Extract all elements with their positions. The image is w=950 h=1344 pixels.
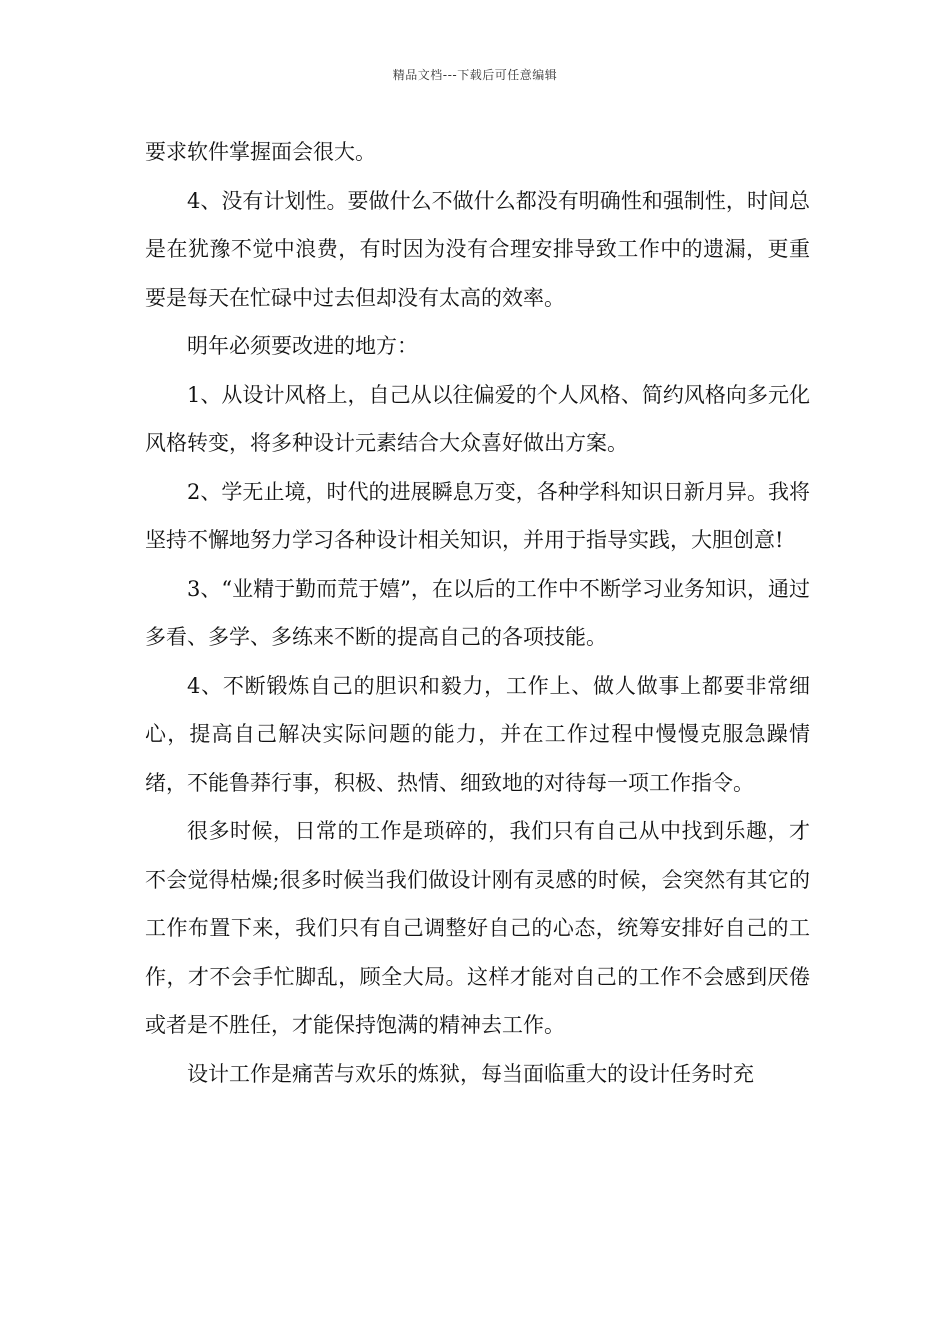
page-header: 精品文档---下载后可任意编辑 (392, 68, 558, 82)
paragraph-improvement-1: 1、从设计风格上，自己从以往偏爱的个人风格、简约风格向多元化风格转变，将多种设计元素结合大众喜好做出方案。 (145, 382, 810, 455)
document-body (145, 128, 810, 1098)
paragraph-design-work: 设计工作是痛苦与欢乐的炼狱，每当面临重大的设计任务时充 (187, 1061, 754, 1086)
paragraph-daily-work: 很多时候，日常的工作是琐碎的，我们只有自己从中找到乐趣，才不会觉得枯燥;很多时候当我们做设计刚有灵感的时候，会突然有其它的工作布置下来，我们只有自己调整好自己的心态，统筹安排好自己的工作，才不会手忙脚乱，顾全大局。这样才能对自己的工作不会感到厌倦或者是不胜任，才能保持饱满的精神去工作。 (145, 819, 810, 1037)
paragraph-improvement-heading: 明年必须要改进的地方： (187, 334, 418, 358)
paragraph-improvement-3: 3、“业精于勤而荒于嬉”，在以后的工作中不断学习业务知识，通过多看、多学、多练来不断的提高自己的各项技能。 (145, 576, 810, 649)
paragraph-point-4-planning: 4、没有计划性。要做什么不做什么都没有明确性和强制性，时间总是在犹豫不觉中浪费，有时因为没有合理安排导致工作中的遗漏，更重要是每天在忙碌中过去但却没有太高的效率。 (145, 188, 810, 310)
paragraph-improvement-2: 2、学无止境，时代的进展瞬息万变，各种学科知识日新月异。我将坚持不懈地努力学习各种设计相关知识，并用于指导实践，大胆创意! (145, 479, 810, 552)
paragraph-improvement-4: 4、不断锻炼自己的胆识和毅力，工作上、做人做事上都要非常细心，提高自己解决实际问题的能力，并在工作过程中慢慢克服急躁情绪，不能鲁莽行事，积极、热情、细致地的对待每一项工作指令。 (145, 673, 810, 795)
paragraph-continuation: 要求软件掌握面会很大。 (145, 140, 376, 164)
